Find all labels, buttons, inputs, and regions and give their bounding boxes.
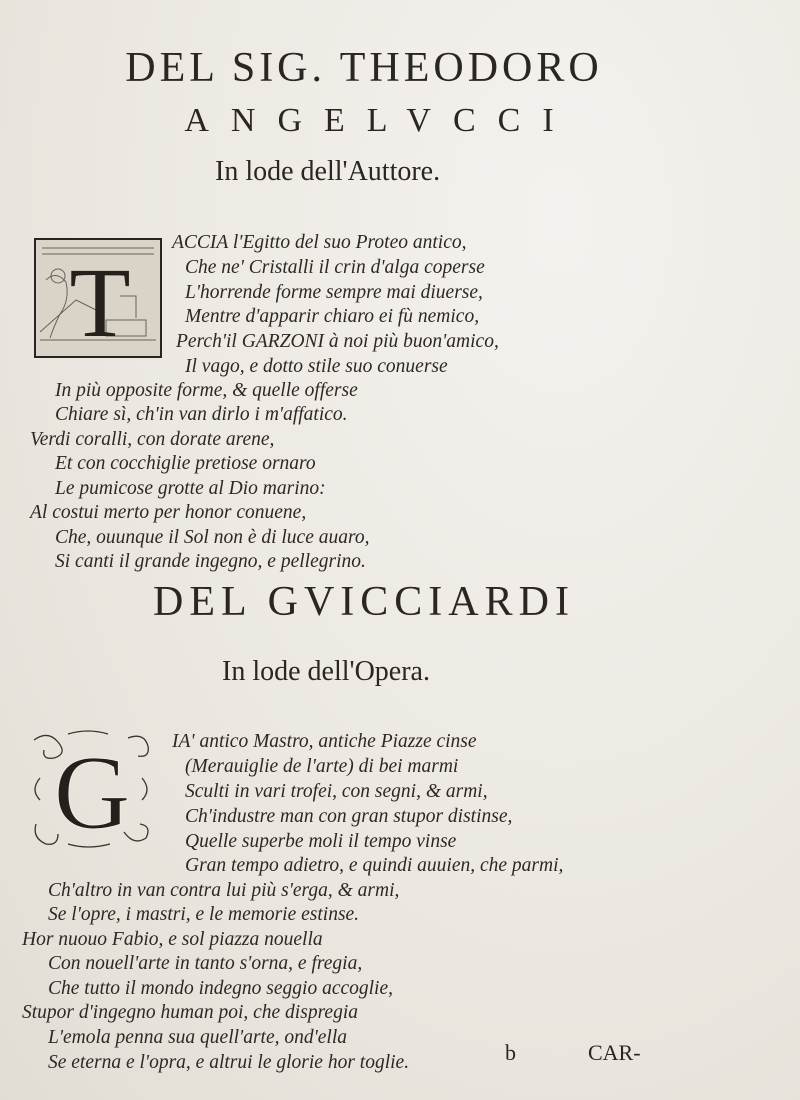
decorated-initial-t [34, 238, 162, 358]
section2-poem-line-4: Ch'industre man con gran stupor distinse, [185, 806, 513, 827]
woodcut-figure-illustration [36, 240, 160, 356]
section2-poem-line-12: Stupor d'ingegno human poi, che dispregia [22, 1002, 359, 1023]
section2-poem-line-13: L'emola penna sua quell'arte, ond'ella [48, 1027, 348, 1048]
section1-poem-line-2: Che ne' Cristalli il crin d'alga coperse [185, 257, 485, 278]
floral-ornament-illustration [28, 728, 154, 850]
signature-mark: b [505, 1040, 516, 1065]
section2-poem-line-1: IA' antico Mastro, antiche Piazze cinse [172, 731, 477, 752]
section1-poem-line-13: Che, ouunque il Sol non è di luce auaro, [55, 527, 370, 548]
section1-poem-line-5: Perch'il GARZONI à noi più buon'amico, [176, 331, 499, 352]
section1-poem-line-1: ACCIA l'Egitto del suo Proteo antico, [172, 232, 467, 253]
section1-heading-line2: ANGELVCCI [184, 102, 576, 139]
section1-poem-line-9: Verdi coralli, con dorate arene, [30, 429, 275, 450]
section1-poem-line-3: L'horrende forme sempre mai diuerse, [185, 282, 483, 303]
section1-poem-line-12: Al costui merto per honor conuene, [30, 502, 307, 523]
section2-poem-line-8: Se l'opre, i mastri, e le memorie estinse. [48, 904, 360, 925]
section2-poem-line-5: Quelle superbe moli il tempo vinse [185, 831, 457, 852]
svg-text:T: T [69, 247, 131, 356]
section1-subtitle: In lode dell'Auttore. [215, 156, 441, 187]
section2-poem-line-10: Con nouell'arte in tanto s'orna, e fregia, [48, 953, 363, 974]
section2-poem-line-3: Sculti in vari trofei, con segni, & armi, [185, 781, 488, 802]
section1-poem-line-7: In più opposite forme, & quelle offerse [55, 380, 358, 401]
section1-poem-line-6: Il vago, e dotto stile suo conuerse [185, 356, 448, 377]
section2-poem-line-6: Gran tempo adietro, e quindi auuien, che parmi, [185, 855, 564, 876]
section1-heading-line1: DEL SIG. THEODORO [125, 45, 603, 91]
section2-heading: DEL GVICCIARDI [153, 579, 575, 625]
section1-poem-line-11: Le pumicose grotte al Dio marino: [55, 478, 326, 499]
svg-text:G: G [53, 734, 131, 850]
section2-poem-line-11: Che tutto il mondo indegno seggio accoglie, [48, 978, 393, 999]
decorated-initial-g [28, 728, 154, 850]
section1-poem-line-14: Si canti il grande ingegno, e pellegrino. [55, 551, 366, 572]
section1-poem-line-10: Et con cocchiglie pretiose ornaro [55, 453, 316, 474]
section1-poem-line-4: Mentre d'apparir chiaro ei fù nemico, [185, 306, 480, 327]
section2-poem-line-14: Se eterna e l'opra, e altrui le glorie hor toglie. [48, 1052, 410, 1073]
section1-poem-line-8: Chiare sì, ch'in van dirlo i m'affatico. [55, 404, 348, 425]
section2-poem-line-7: Ch'altro in van contra lui più s'erga, & armi, [48, 880, 400, 901]
section2-poem-line-9: Hor nuouo Fabio, e sol piazza nouella [22, 929, 323, 950]
section2-poem-line-2: (Merauiglie de l'arte) di bei marmi [185, 756, 459, 777]
catchword: CAR- [588, 1040, 641, 1065]
section2-subtitle: In lode dell'Opera. [222, 656, 430, 687]
